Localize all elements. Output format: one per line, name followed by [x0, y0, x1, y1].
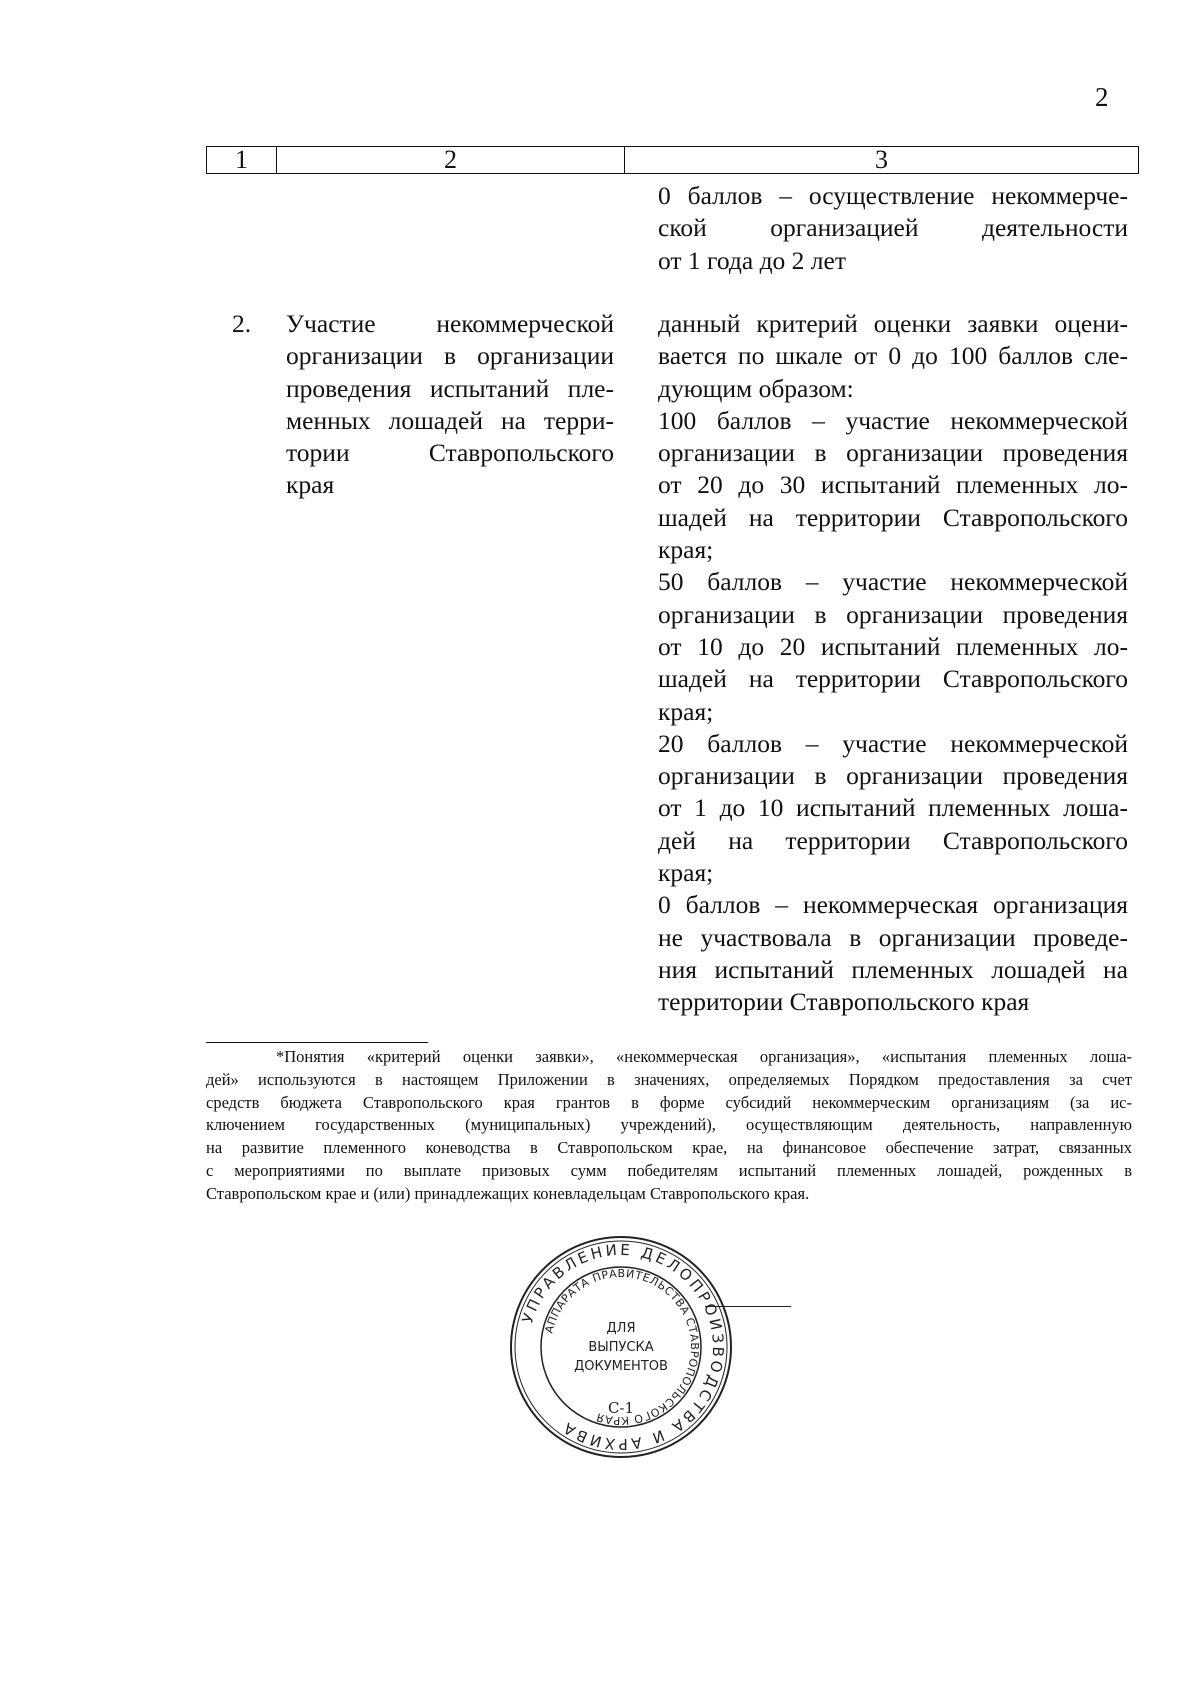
table-header-row — [206, 146, 1139, 174]
text-line: дей на территории Ставропольского — [658, 825, 1128, 855]
stamp-center-line-1: ДЛЯ — [606, 1321, 636, 1336]
text-line: организации в организации проведения — [658, 438, 1128, 468]
text-line: Участие некоммерческой — [286, 309, 614, 338]
footnote-line: ключением государственных (муниципальных) учреждений), осуществляющим деятельность, направленную — [206, 1115, 1132, 1135]
text-line: от 10 до 20 испытаний племенных ло- — [658, 631, 1128, 661]
text-line: дующим образом: — [658, 373, 854, 403]
text-line: организации в организации — [286, 341, 614, 371]
text-line: территории Ставропольского края — [658, 987, 1030, 1017]
text-line: шадей на территории Ставропольского — [658, 664, 1128, 694]
text-line: ской организацией деятельности — [658, 213, 1128, 243]
description-text — [658, 308, 1128, 1019]
page-number: 2 — [1095, 82, 1109, 112]
text-line: края — [286, 470, 335, 500]
text-line: 0 баллов – осуществление некоммерче- — [658, 181, 1128, 210]
text-line: организации в организации проведения — [658, 761, 1128, 791]
text-line: от 1 года до 2 лет — [658, 245, 846, 275]
text-line: ния испытаний племенных лошадей на — [658, 954, 1128, 984]
text-line: шадей на территории Ставропольского — [658, 502, 1128, 532]
footnote-line: средств бюджета Ставропольского края грантов в форме субсидий некоммерческим организациям (за ис- — [206, 1092, 1132, 1112]
text-line: края; — [658, 535, 714, 565]
footnote-line: с мероприятиями по выплате призовых сумм победителям испытаний племенных лошадей, рожденных в — [206, 1160, 1132, 1180]
text-line: 100 баллов – участие некоммерческой — [658, 405, 1128, 435]
stamp-inner-text: АППАРАТА ПРАВИТЕЛЬСТВА СТАВРОПОЛЬСКОГО КРАЯ — [542, 1266, 702, 1428]
criterion-text — [286, 308, 614, 502]
text-line: тории Ставропольского — [286, 438, 614, 468]
footnote-line: дей» используются в настоящем Приложении в значениях, определяемых Порядком предоставления за счет — [206, 1069, 1132, 1089]
text-line: не участвовала в организации проведе- — [658, 922, 1128, 952]
text-line: края; — [658, 696, 714, 726]
stamp-code: С-1 — [607, 1399, 635, 1417]
text-line: организации в организации проведения — [658, 599, 1128, 629]
text-line: от 20 до 30 испытаний племенных ло- — [658, 470, 1128, 500]
text-line: данный критерий оценки заявки оцени- — [658, 309, 1128, 338]
footnote-line: на развитие племенного коневодства в Ставропольском крае, на финансовое обеспечение затрат, связанных — [206, 1138, 1132, 1158]
footnote-line: Ставропольском крае и (или) принадлежащих коневладельцам Ставропольского края. — [206, 1183, 810, 1203]
text-line: края; — [658, 858, 714, 888]
header-col-3: 3 — [625, 147, 1139, 174]
text-line: от 1 до 10 испытаний племенных лоша- — [658, 793, 1128, 823]
text-line: 0 баллов – некоммерческая организация — [658, 890, 1128, 920]
text-line: менных лошадей на терри- — [286, 405, 614, 435]
header-col-1: 1 — [207, 147, 277, 174]
official-stamp — [506, 1232, 736, 1462]
footnote-divider — [206, 1042, 428, 1043]
text-line: 20 баллов – участие некоммерческой — [658, 728, 1128, 758]
footnote — [206, 1046, 1132, 1206]
continuation-text — [658, 180, 1128, 277]
stamp-center-line-3: ДОКУМЕНТОВ — [574, 1359, 668, 1374]
header-col-2: 2 — [277, 147, 625, 174]
footnote-line: *Понятия «критерий оценки заявки», «некоммерческая организация», «испытания племенных лоша- — [276, 1047, 1132, 1066]
row-number: 2. — [232, 309, 252, 338]
stamp-center-line-2: ВЫПУСКА — [588, 1340, 654, 1355]
text-line: проведения испытаний пле- — [286, 373, 614, 403]
text-line: вается по шкале от 0 до 100 баллов сле- — [658, 341, 1128, 371]
stamp-outer-text: УПРАВЛЕНИЕ ДЕЛОПРОИЗВОДСТВА И АРХИВА — [518, 1240, 728, 1454]
text-line: 50 баллов – участие некоммерческой — [658, 567, 1128, 597]
